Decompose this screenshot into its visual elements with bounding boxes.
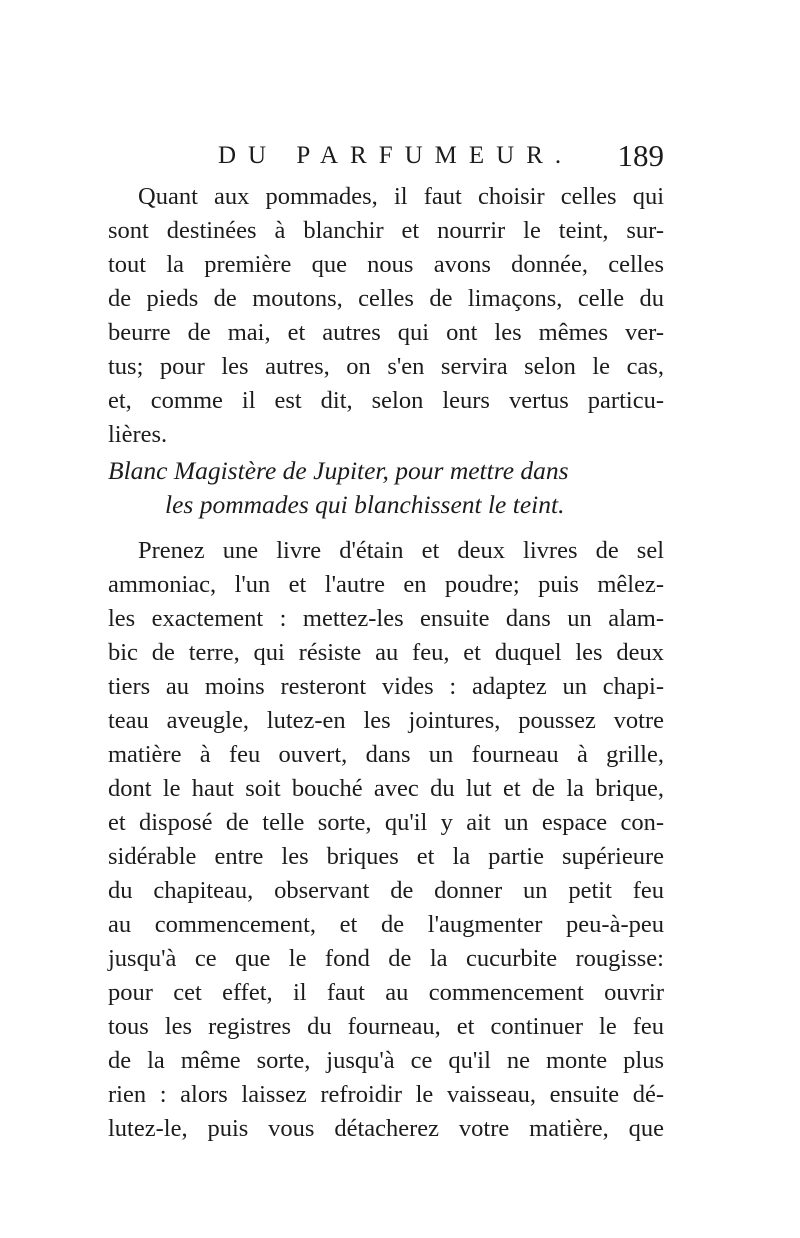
text-line: du chapiteau, observant de donner un petit feu <box>108 877 664 904</box>
text-line: lutez-le, puis vous détacherez votre matière, que <box>108 1115 664 1142</box>
text-line: bic de terre, qui résiste au feu, et duquel les deux <box>108 639 664 666</box>
text-line: teau aveugle, lutez-en les jointures, poussez votre <box>108 707 664 734</box>
text-line: tous les registres du fourneau, et continuer le feu <box>108 1013 664 1040</box>
text-line: sont destinées à blanchir et nourrir le teint, sur- <box>108 217 664 244</box>
page-number: 189 <box>617 138 664 173</box>
text-line: pour cet effet, il faut au commencement ouvrir <box>108 979 664 1006</box>
running-head <box>108 138 664 178</box>
text-line: et, comme il est dit, selon leurs vertus particu- <box>108 387 664 414</box>
text-line: Quant aux pommades, il faut choisir celles qui <box>138 183 664 210</box>
text-line: rien : alors laissez refroidir le vaisseau, ensuite dé- <box>108 1081 664 1108</box>
text-line: Prenez une livre d'étain et deux livres de sel <box>138 537 664 564</box>
text-line: ammoniac, l'un et l'autre en poudre; puis mêlez- <box>108 571 664 598</box>
heading-line: les pommades qui blanchissent le teint. <box>165 490 565 519</box>
text-line: jusqu'à ce que le fond de la cucurbite rougisse: <box>108 945 664 972</box>
text-line: et disposé de telle sorte, qu'il y ait un espace con- <box>108 809 664 836</box>
text-line: matière à feu ouvert, dans un fourneau à grille, <box>108 741 664 768</box>
text-line: dont le haut soit bouché avec du lut et de la brique, <box>108 775 664 802</box>
text-line: au commencement, et de l'augmenter peu-à-peu <box>108 911 664 938</box>
text-line: tout la première que nous avons donnée, celles <box>108 251 664 278</box>
text-line: beurre de mai, et autres qui ont les mêmes ver- <box>108 319 664 346</box>
text-line: de la même sorte, jusqu'à ce qu'il ne monte plus <box>108 1047 664 1074</box>
running-title: DU PARFUMEUR. <box>218 142 574 169</box>
text-line: lières. <box>108 421 168 448</box>
text-line: les exactement : mettez-les ensuite dans un alam- <box>108 605 664 632</box>
text-line: tiers au moins resteront vides : adaptez un chapi- <box>108 673 664 700</box>
text-line: de pieds de moutons, celles de limaçons, celle du <box>108 285 664 312</box>
heading-line: Blanc Magistère de Jupiter, pour mettre dans <box>108 456 569 485</box>
text-line: sidérable entre les briques et la partie supérieure <box>108 843 664 870</box>
text-line: tus; pour les autres, on s'en servira selon le cas, <box>108 353 664 380</box>
